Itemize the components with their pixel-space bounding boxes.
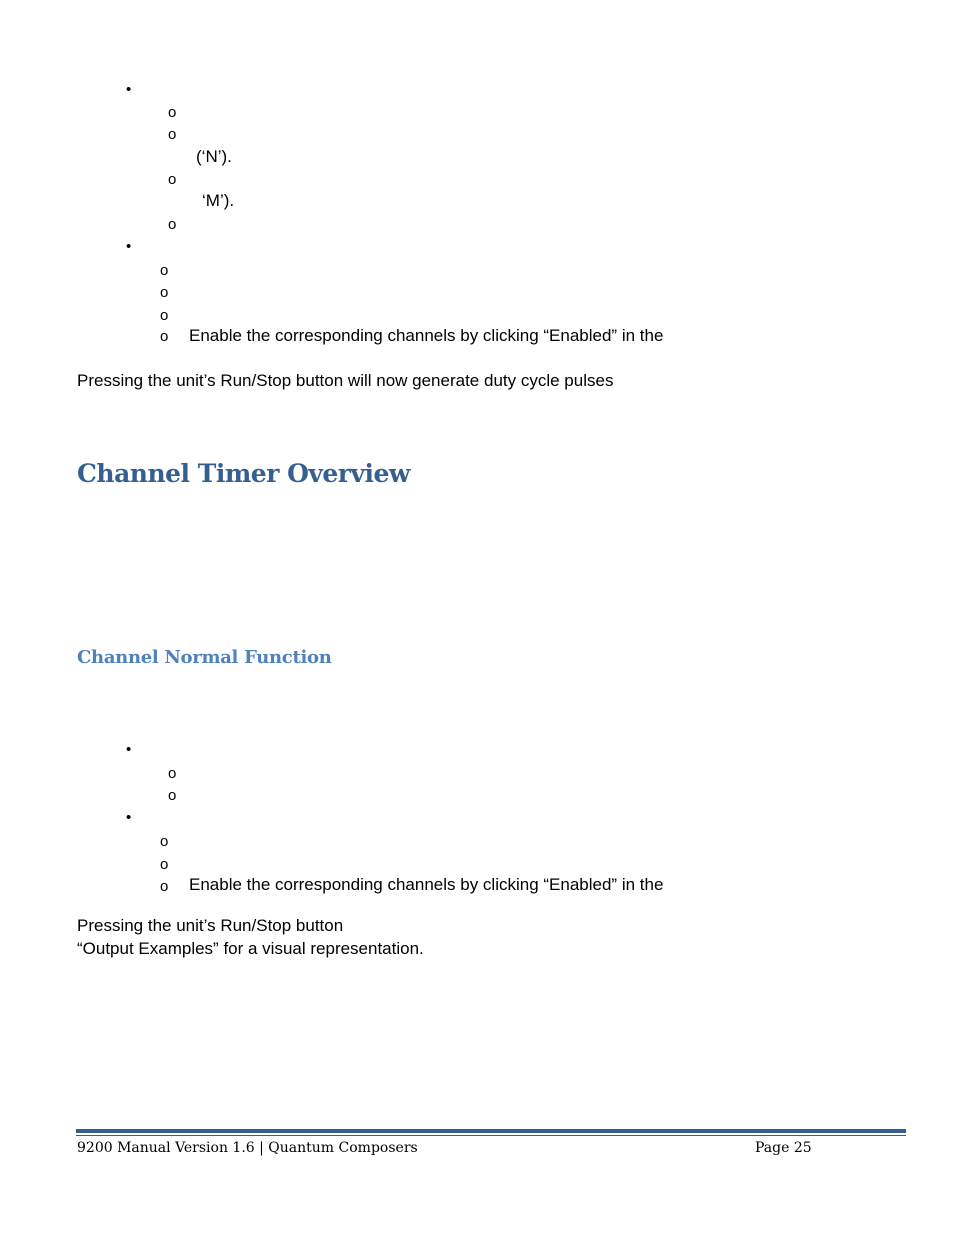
- sub-bullet-marker: o: [160, 307, 169, 324]
- footer-manual-title: 9200 Manual Version 1.6 | Quantum Composers: [77, 1140, 418, 1156]
- bullet-marker: •: [126, 741, 132, 758]
- sub-bullet-marker: o: [160, 878, 169, 895]
- sub-bullet-marker: o: [168, 216, 177, 233]
- footer-divider: [76, 1129, 906, 1133]
- sub-bullet-marker: o: [168, 171, 177, 188]
- sub-bullet-marker: o: [160, 262, 169, 279]
- list-item-continuation: ‘M’).: [202, 191, 235, 210]
- bullet-marker: •: [126, 238, 132, 255]
- footer-page-number: Page 25: [755, 1140, 812, 1156]
- bullet-marker: •: [126, 809, 132, 826]
- section-heading: Channel Timer Overview: [77, 459, 410, 488]
- bullet-marker: •: [126, 81, 132, 98]
- footer-divider-thin: [76, 1135, 906, 1136]
- paragraph-run-stop-line2: “Output Examples” for a visual representation.: [77, 939, 424, 958]
- sub-bullet-marker: o: [168, 104, 177, 121]
- list-item-enable-channels: Enable the corresponding channels by clicking “Enabled” in the: [189, 326, 664, 345]
- sub-bullet-marker: o: [168, 126, 177, 143]
- sub-bullet-marker: o: [160, 284, 169, 301]
- sub-bullet-marker: o: [168, 787, 177, 804]
- list-item-enable-channels: Enable the corresponding channels by clicking “Enabled” in the: [189, 875, 664, 894]
- sub-bullet-marker: o: [160, 328, 169, 345]
- list-item-continuation: (‘N’).: [196, 147, 232, 166]
- sub-bullet-marker: o: [160, 856, 169, 873]
- sub-bullet-marker: o: [160, 833, 169, 850]
- paragraph-run-stop: Pressing the unit’s Run/Stop button will now generate duty cycle pulses: [77, 371, 614, 390]
- paragraph-run-stop-line1: Pressing the unit’s Run/Stop button: [77, 916, 344, 935]
- subsection-heading: Channel Normal Function: [77, 647, 332, 668]
- sub-bullet-marker: o: [168, 765, 177, 782]
